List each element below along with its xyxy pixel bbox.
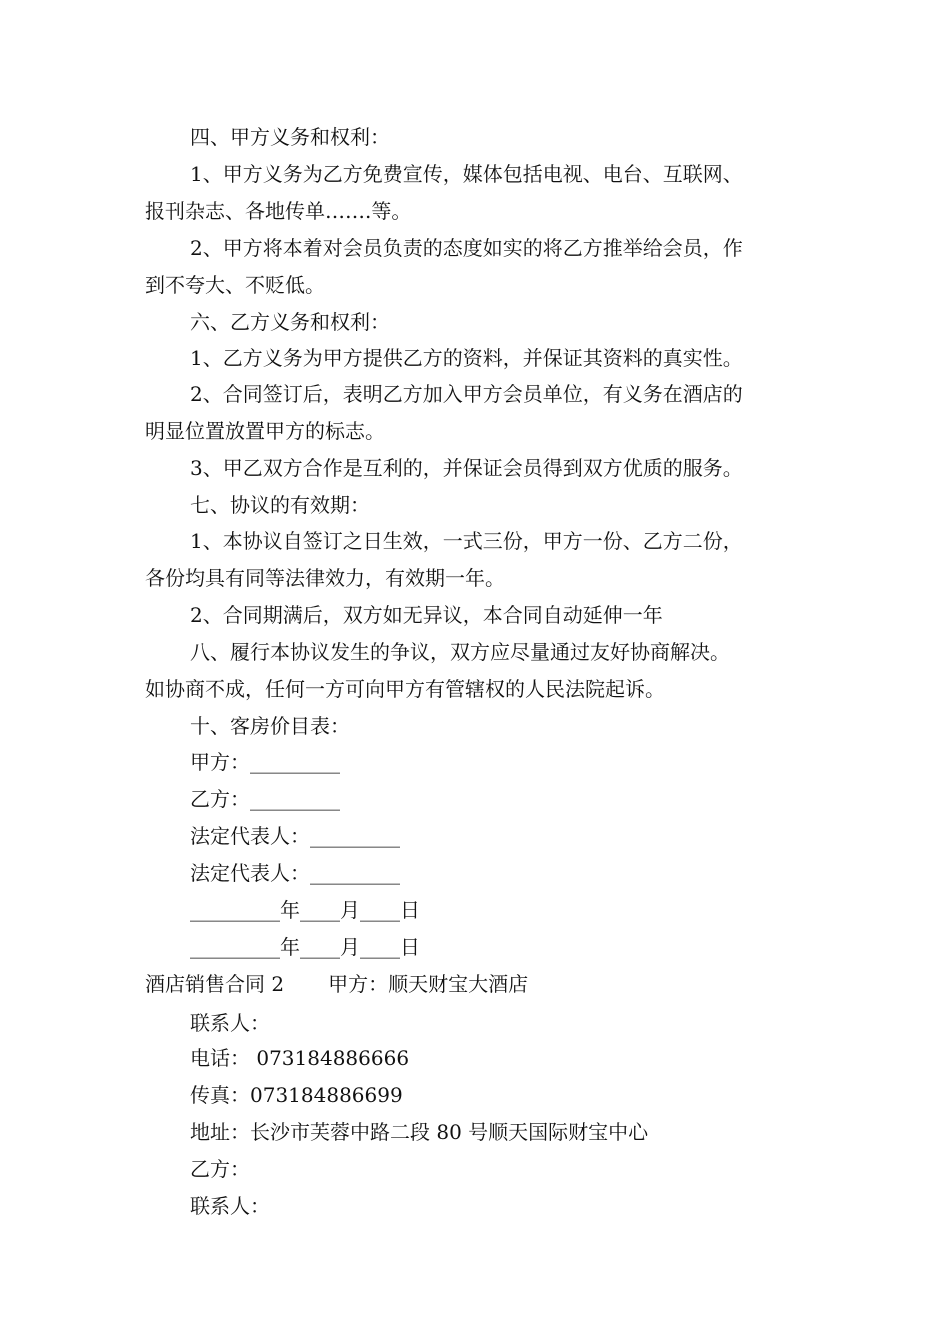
contract2-contact: 联系人： [190, 1011, 270, 1035]
section-heading-8: 八、履行本协议发生的争议，双方应尽量通过友好协商解决。 [190, 640, 730, 664]
legal-representative-a: 法定代表人：_________ [190, 824, 400, 848]
paragraph-line: 报刊杂志、各地传单…….等。 [145, 199, 412, 223]
paragraph-line: 各份均具有同等法律效力，有效期一年。 [145, 566, 505, 590]
paragraph-line: 明显位置放置甲方的标志。 [145, 419, 385, 443]
signature-party-b: 乙方：_________ [190, 787, 340, 811]
paragraph-line: 1、本协议自签订之日生效，一式三份，甲方一份、乙方二份， [190, 529, 743, 553]
paragraph-line: 如协商不成，任何一方可向甲方有管辖权的人民法院起诉。 [145, 677, 665, 701]
paragraph-line: 1、甲方义务为乙方免费宣传，媒体包括电视、电台、互联网、 [190, 162, 743, 186]
paragraph-line: 2、甲方将本着对会员负责的态度如实的将乙方推举给会员，作 [190, 236, 743, 260]
contract2-contact-b: 联系人： [190, 1194, 270, 1218]
paragraph-line: 2、合同期满后，双方如无异议，本合同自动延伸一年 [190, 603, 663, 627]
signature-party-a: 甲方：_________ [190, 750, 340, 774]
paragraph-line: 到不夸大、不贬低。 [145, 273, 325, 297]
contract2-party-a: 甲方：顺天财宝大酒店 [328, 972, 529, 996]
section-heading-4: 四、甲方义务和权利： [190, 125, 390, 149]
section-heading-7: 七、协议的有效期： [190, 493, 370, 517]
section-heading-10: 十、客房价目表： [190, 714, 350, 738]
section-heading-6: 六、乙方义务和权利： [190, 310, 390, 334]
contract2-title: 酒店销售合同 2 [145, 972, 285, 996]
contract2-address: 地址：长沙市芙蓉中路二段 80 号顺天国际财宝中心 [190, 1120, 649, 1144]
date-line-b: _________年____月____日 [190, 935, 420, 959]
contract2-phone: 电话： 073184886666 [190, 1046, 410, 1070]
paragraph-line: 2、合同签订后，表明乙方加入甲方会员单位，有义务在酒店的 [190, 382, 743, 406]
paragraph-line: 3、甲乙双方合作是互利的，并保证会员得到双方优质的服务。 [190, 456, 743, 480]
legal-representative-b: 法定代表人：_________ [190, 861, 400, 885]
contract2-party-b: 乙方： [190, 1157, 250, 1181]
contract2-header [145, 971, 528, 997]
contract2-fax: 传真：073184886699 [190, 1083, 403, 1107]
paragraph-line: 1、乙方义务为甲方提供乙方的资料，并保证其资料的真实性。 [190, 346, 743, 370]
date-line-a: _________年____月____日 [190, 898, 420, 922]
